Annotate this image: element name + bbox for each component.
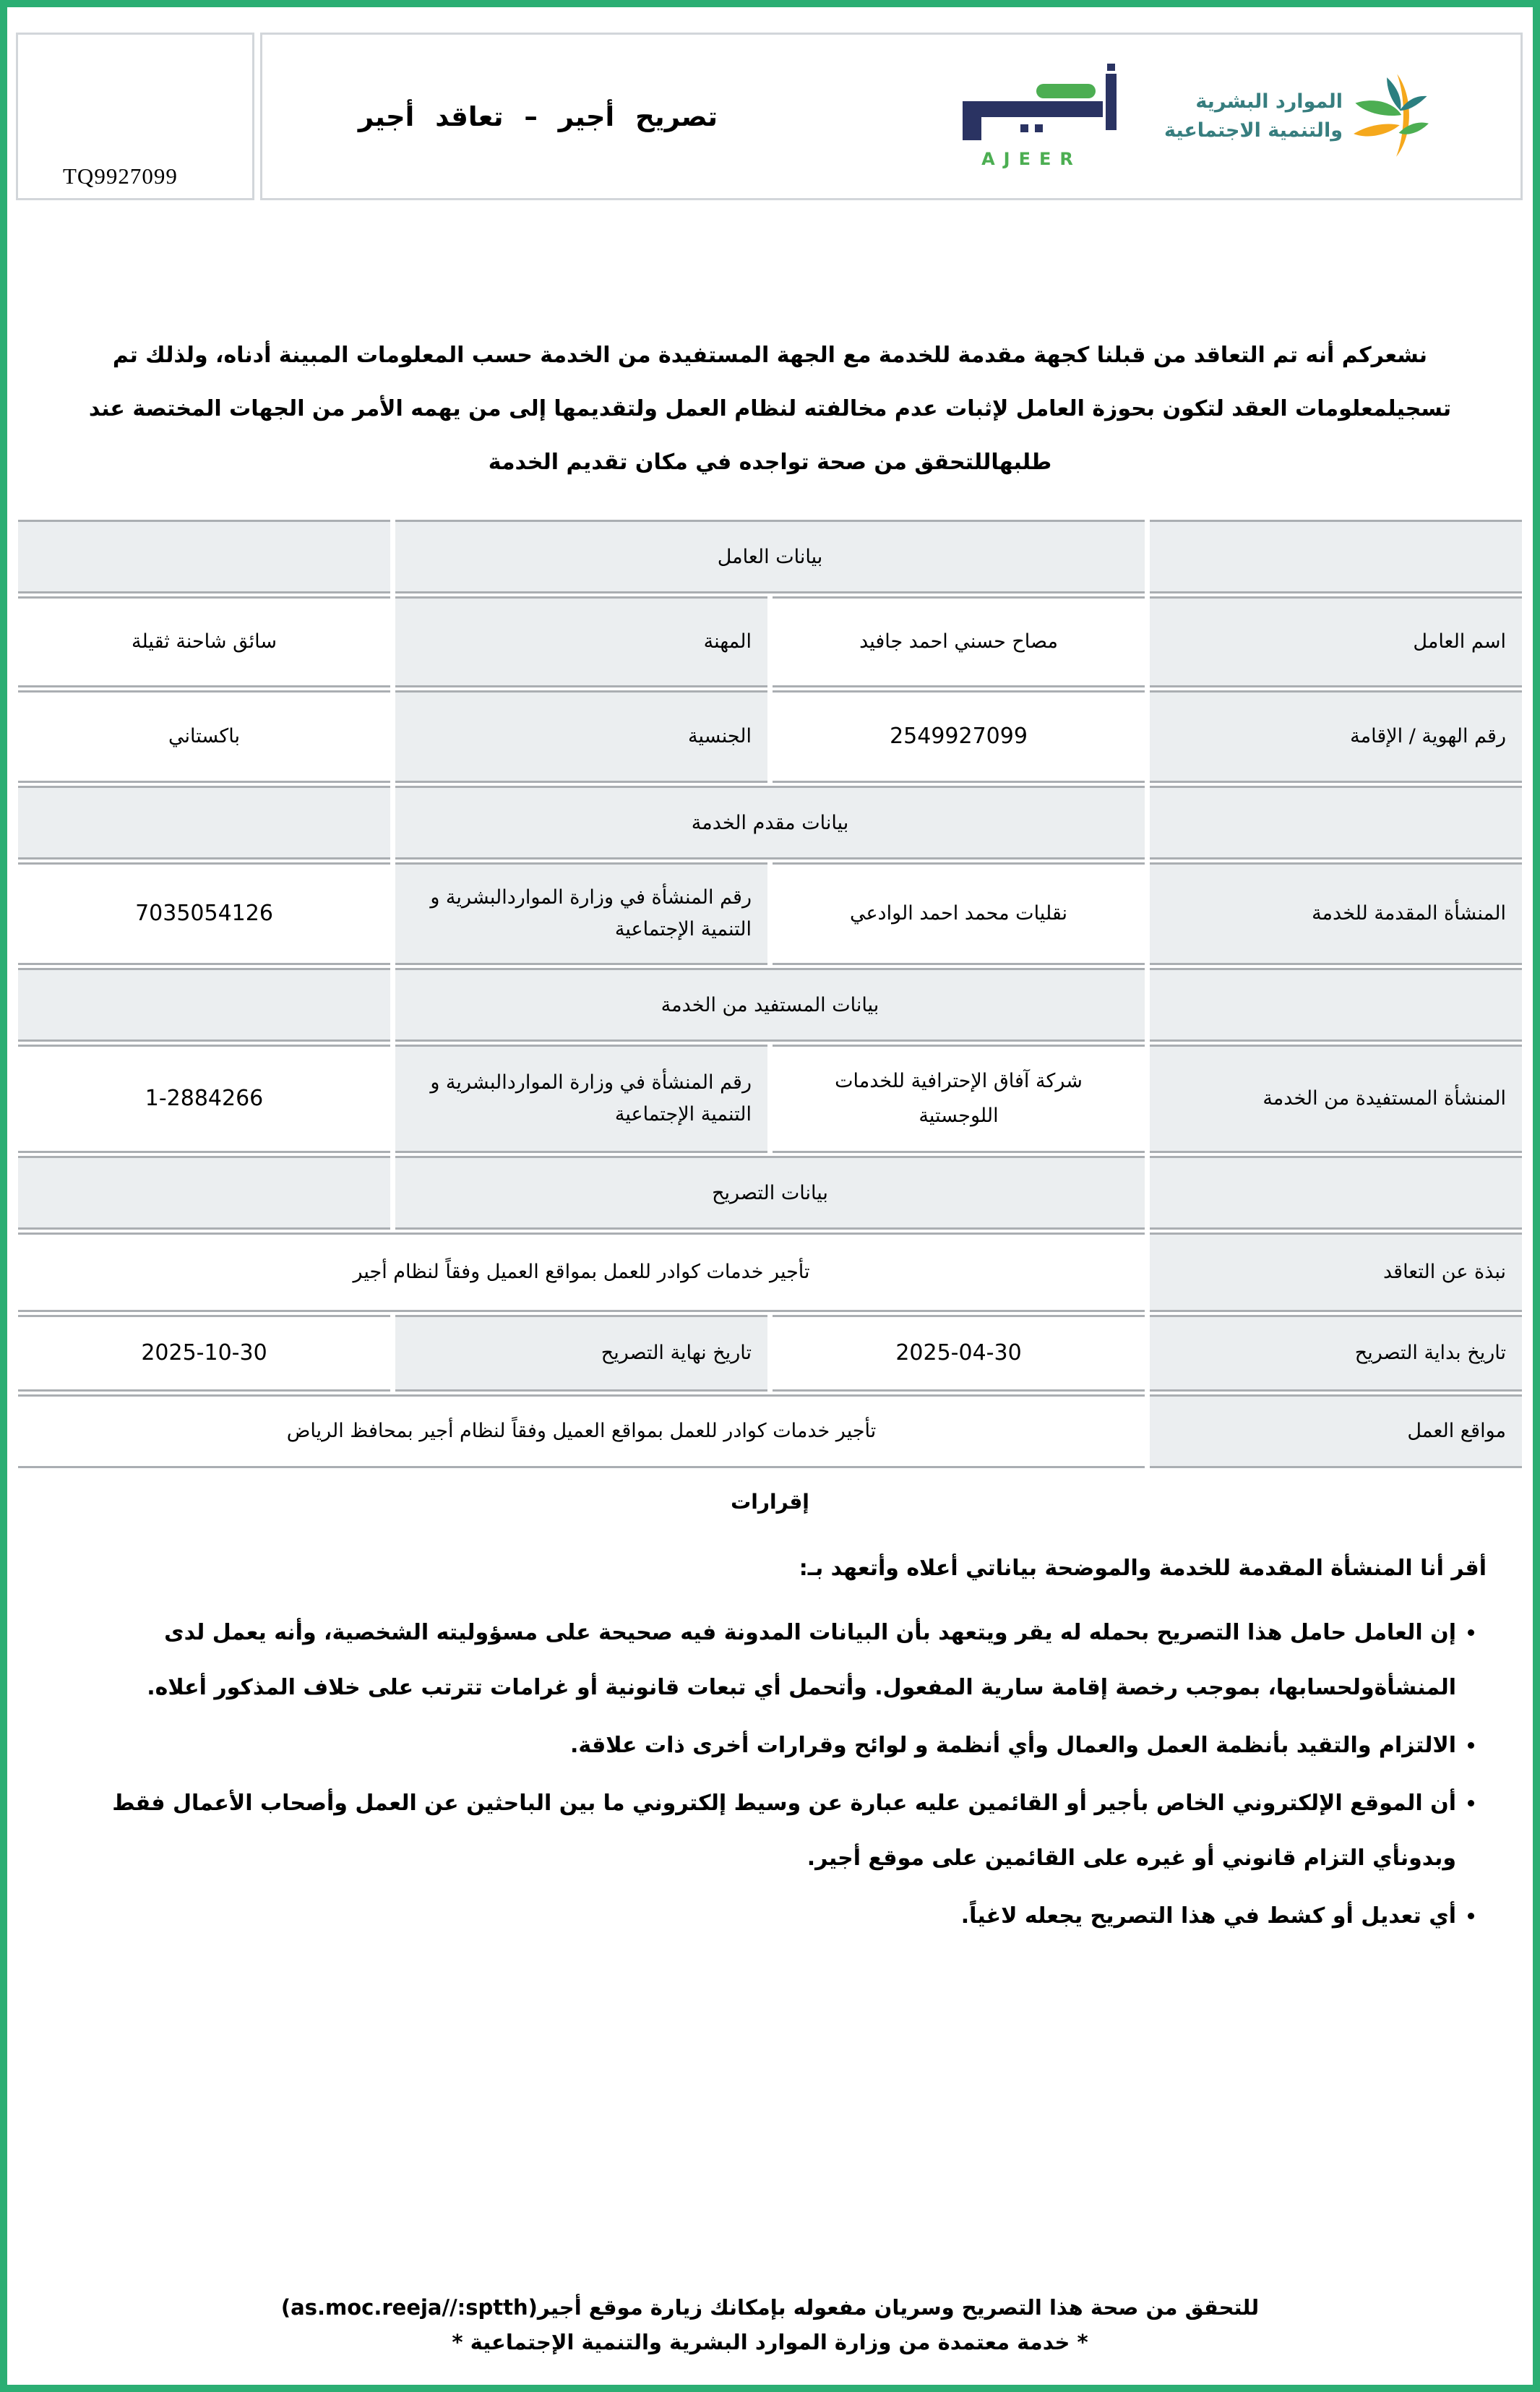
start-date-label: تاريخ بداية التصريح	[1150, 1315, 1522, 1392]
accredited-note: * خدمة معتمدة من وزارة الموارد البشرية والتنمية الإجتماعية *	[452, 2330, 1088, 2354]
profession-value: سائق شاحنة ثقيلة	[18, 596, 390, 687]
section-header-permit	[18, 1156, 1522, 1230]
start-date-value: 2025-04-30	[773, 1315, 1145, 1392]
worker-section-title: بيانات العامل	[395, 520, 1145, 593]
permit-data-table	[13, 517, 1527, 1471]
band-spacer	[1150, 786, 1522, 860]
worker-name-value: مصاح حسني احمد جافيد	[773, 596, 1145, 687]
document-body	[7, 7, 1533, 1944]
table-row	[18, 1233, 1522, 1312]
declaration-item: • أن الموقع الإلكتروني الخاص بأجير أو القائمين عليه عبارة عن وسيط إلكتروني ما بين الباحثين عن العمل وأصحاب الأعمال فقط وبدونأي التزام قانوني أو غيره على القائمين على موقع أجير.	[101, 1776, 1456, 1886]
band-spacer	[18, 1156, 390, 1230]
verify-note: للتحقق من صحة هذا التصريح وسريان مفعوله بإمكانك زيارة موقع أجير(as.moc.reeja//:sptth)	[280, 2295, 1260, 2320]
profession-label: المهنة	[395, 596, 767, 687]
contract-about-value: تأجير خدمات كوادر للعمل بمواقع العميل وفقاً لنظام أجير	[18, 1233, 1145, 1312]
provider-number-label: رقم المنشأة في وزارة المواردالبشرية و التنمية الإجتماعية	[395, 862, 767, 965]
declarations-heading: إقرارات	[731, 1490, 809, 1514]
provider-name-value: نقليات محمد احمد الوادعي	[773, 862, 1145, 965]
band-spacer	[18, 786, 390, 860]
header-title-box	[260, 33, 1523, 200]
table-row	[18, 1045, 1522, 1153]
ministry-name	[1164, 87, 1343, 145]
id-number-value: 2549927099	[773, 690, 1145, 783]
beneficiary-name-label: المنشأة المستفيدة من الخدمة	[1150, 1045, 1522, 1153]
ministry-name-line2: والتنمية الاجتماعية	[1163, 119, 1343, 142]
table-row	[18, 690, 1522, 783]
band-spacer	[1150, 520, 1522, 593]
section-header-worker	[18, 520, 1522, 593]
section-header-beneficiary	[18, 968, 1522, 1042]
permit-number: TQ9927099	[63, 163, 178, 189]
beneficiary-section-title: بيانات المستفيد من الخدمة	[395, 968, 1145, 1042]
intro-paragraph: نشعركم أنه تم التعاقد من قبلنا كجهة مقدمة للخدمة مع الجهة المستفيدة من الخدمة حسب المعلومات المبينة أدناه، ولذلك تم تسجيلمعلومات العقد لتكون بحوزة العامل لإثبات عدم مخالفته لنظام العمل ولتقديمها إلى من يهمه الأمر من الجهات المختصة عند طلبهاللتحقق من صحة تواجده في مكان تقديم الخدمة	[88, 343, 1452, 475]
nationality-label: الجنسية	[395, 690, 767, 783]
beneficiary-number-value: 1-2884266	[18, 1045, 390, 1153]
table-row	[18, 862, 1522, 965]
ministry-palm-icon	[1348, 60, 1434, 173]
provider-number-value: 7035054126	[18, 862, 390, 965]
beneficiary-name-value: شركة آفاق الإحترافية للخدمات اللوجستية	[773, 1045, 1145, 1153]
band-spacer	[1150, 1156, 1522, 1230]
table-row	[18, 596, 1522, 687]
end-date-label: تاريخ نهاية التصريح	[395, 1315, 767, 1392]
declaration-item: • أي تعديل أو كشط في هذا التصريح يجعله لاغياً.	[101, 1889, 1456, 1944]
declarations-list	[51, 1606, 1489, 1944]
contract-about-label: نبذة عن التعاقد	[1150, 1233, 1522, 1312]
beneficiary-number-label: رقم المنشأة في وزارة المواردالبشرية و التنمية الإجتماعية	[395, 1045, 767, 1153]
work-locations-label: مواقع العمل	[1150, 1394, 1522, 1468]
declaration-item: • الالتزام والتقيد بأنظمة العمل والعمال وأي أنظمة و لوائح وقرارات أخرى ذات علاقة.	[101, 1718, 1456, 1773]
worker-name-label: اسم العامل	[1150, 596, 1522, 687]
ajeer-logo-text: AJEER	[981, 149, 1082, 169]
document-footer	[7, 2285, 1533, 2365]
band-spacer	[1150, 968, 1522, 1042]
provider-section-title: بيانات مقدم الخدمة	[395, 786, 1145, 860]
provider-name-label: المنشأة المقدمة للخدمة	[1150, 862, 1522, 965]
ministry-name-line1: الموارد البشرية	[1195, 90, 1343, 113]
permit-section-title: بيانات التصريح	[395, 1156, 1145, 1230]
end-date-value: 2025-10-30	[18, 1315, 390, 1392]
declaration-item: • إن العامل حامل هذا التصريح بحمله له يقر ويتعهد بأن البيانات المدونة فيه صحيحة على مسؤوليته الشخصية، وأنه يعمل لدى المنشأةولحسابها، بموجب رخصة إقامة سارية المفعول. وأتحمل أي تبعات قانونية أو غرامات تترتب على خلاف المذكور أعلاه.	[101, 1606, 1456, 1715]
ajeer-mark-icon	[951, 134, 1121, 147]
declarations-intro: أقر أنا المنشأة المقدمة للخدمة والموضحة بياناتي أعلاه وأتعهد بـ:	[799, 1556, 1487, 1581]
band-spacer	[18, 968, 390, 1042]
page-title: تصريح أجير – تعاقد أجير	[358, 100, 718, 132]
section-header-provider	[18, 786, 1522, 860]
header-permit-number-box	[16, 33, 254, 200]
band-spacer	[18, 520, 390, 593]
table-row	[18, 1394, 1522, 1468]
id-number-label: رقم الهوية / الإقامة	[1150, 690, 1522, 783]
work-locations-value: تأجير خدمات كوادر للعمل بمواقع العميل وفقاً لنظام أجير بمحافظ الرياض	[18, 1394, 1145, 1468]
table-row	[18, 1315, 1522, 1392]
ministry-logo	[1164, 60, 1434, 173]
ajeer-logo	[951, 64, 1121, 169]
nationality-value: باكستاني	[18, 690, 390, 783]
